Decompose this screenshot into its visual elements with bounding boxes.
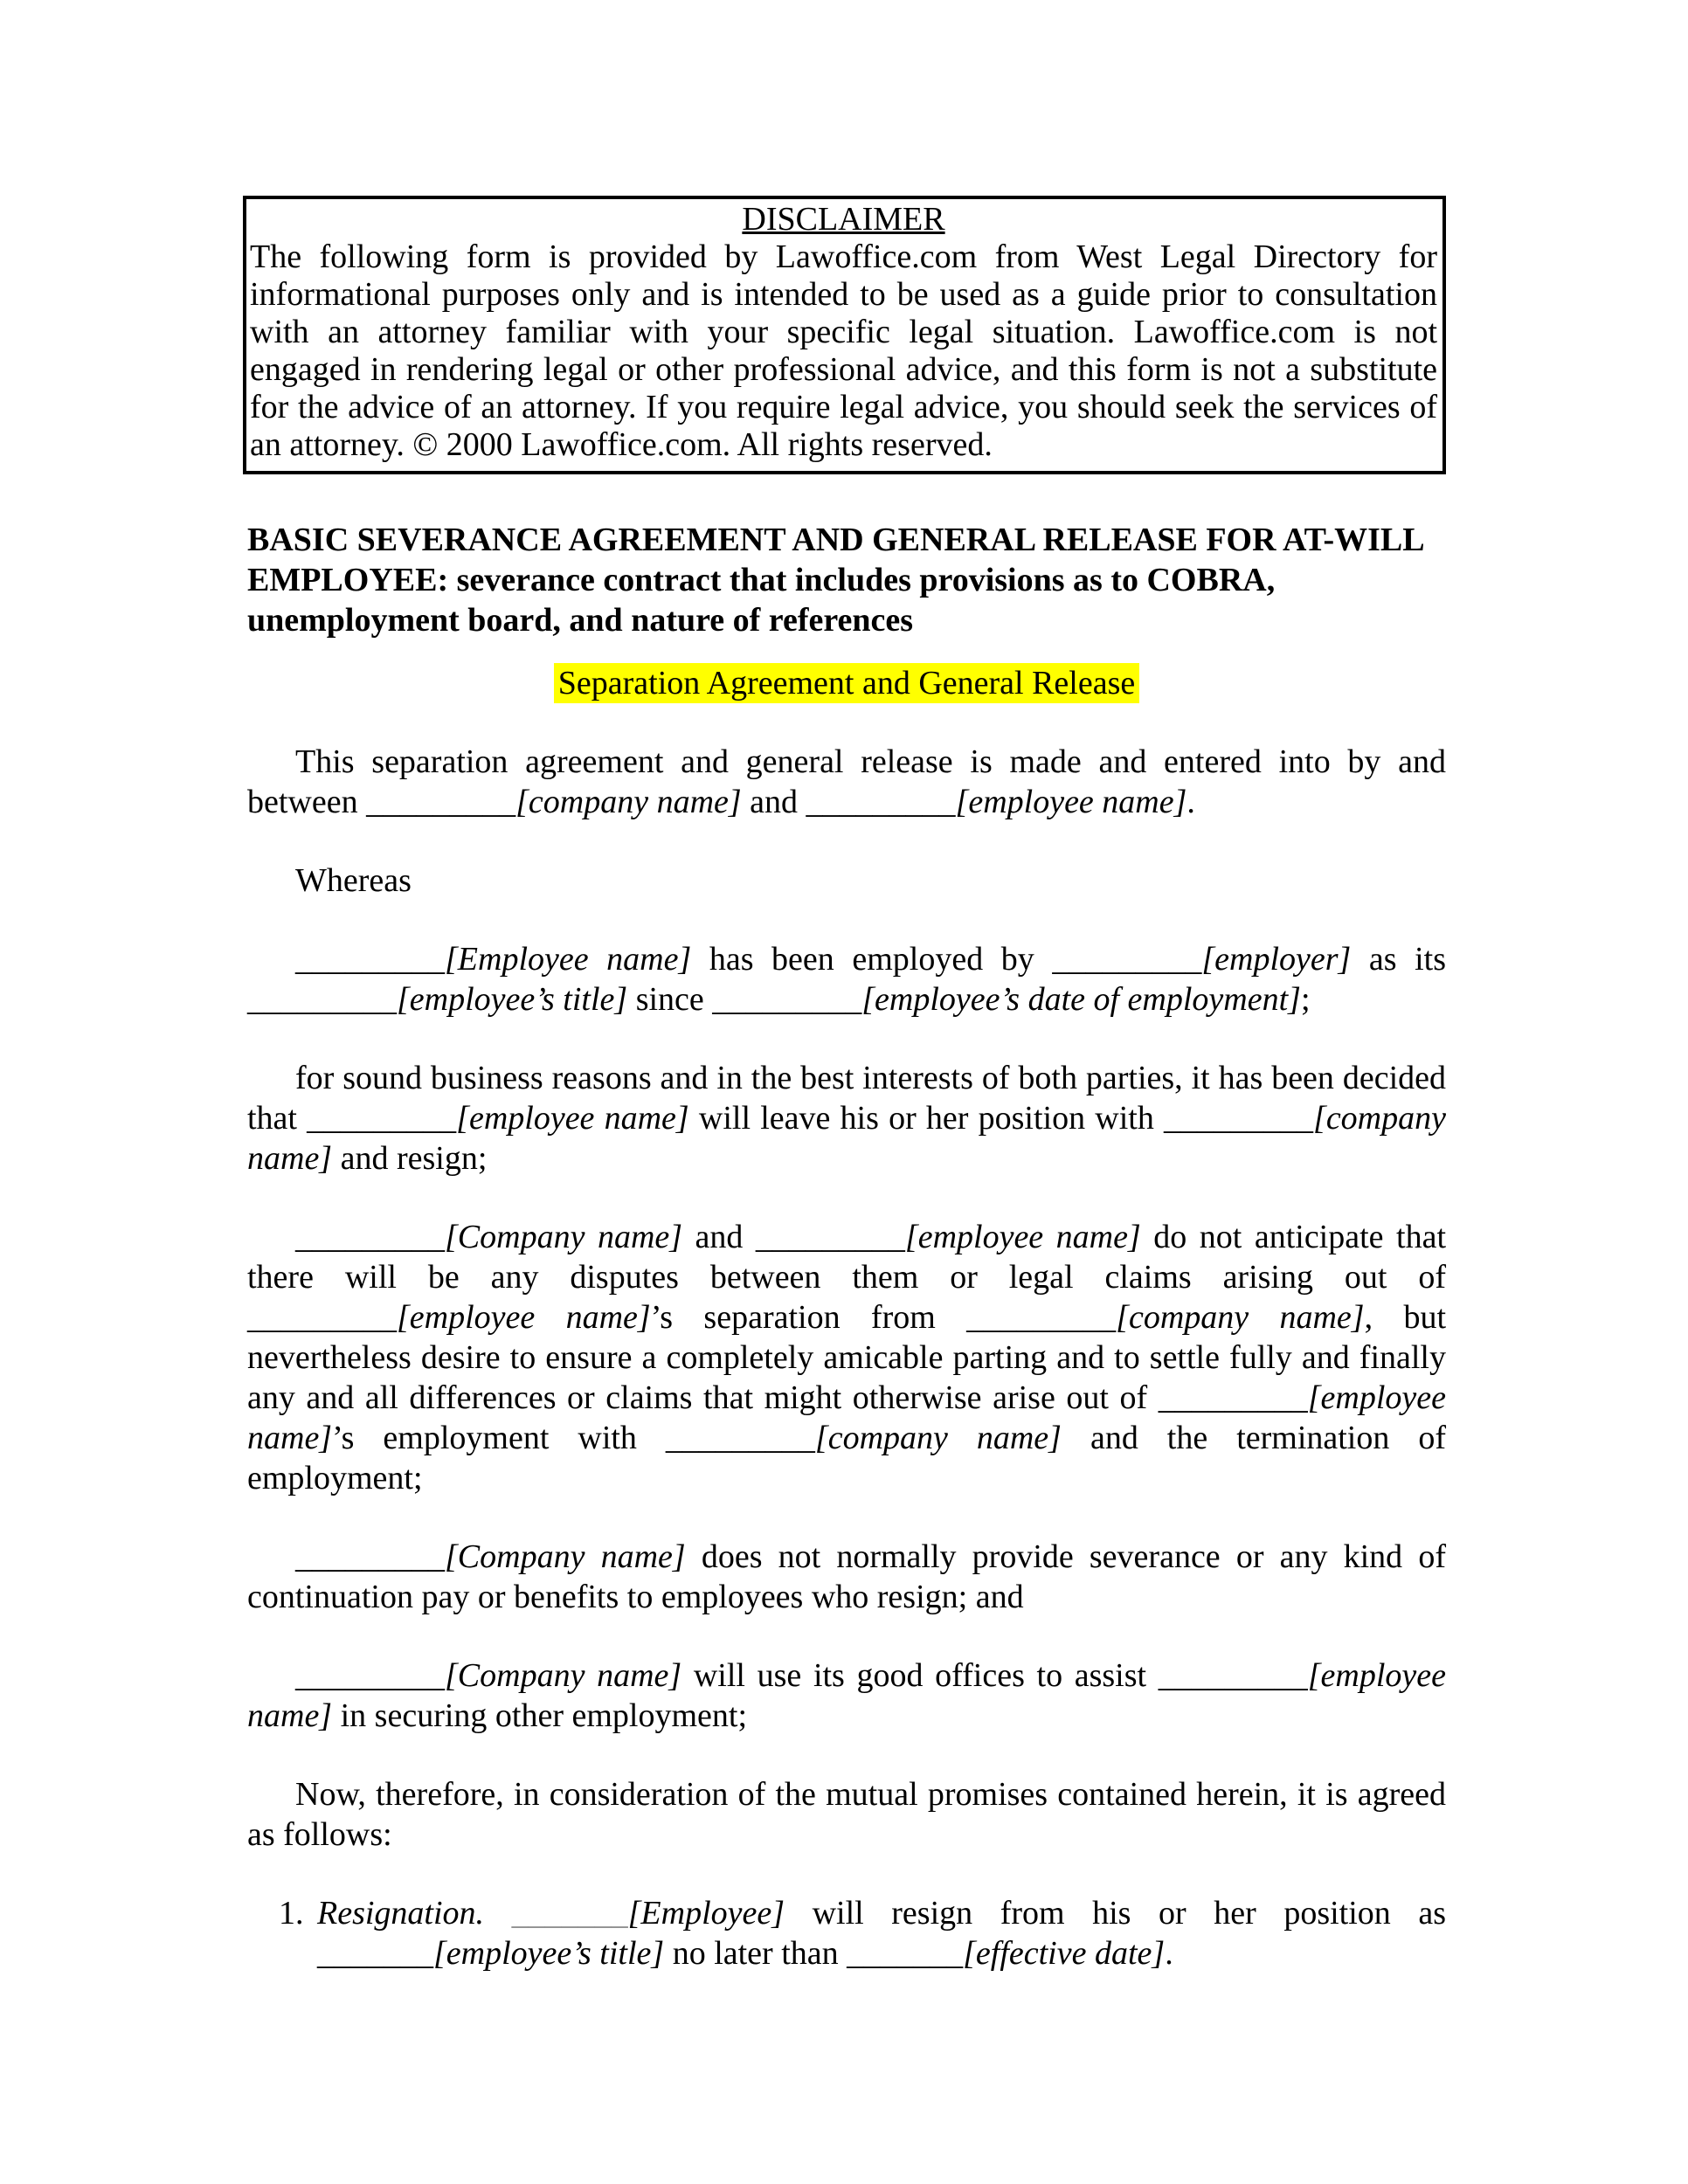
placeholder-text: [employee’s title] [397, 981, 628, 1018]
blank-line: _________ [966, 1299, 1117, 1336]
text-run: ’s employment with [332, 1420, 666, 1456]
text-run: as its [1351, 941, 1447, 978]
placeholder-text: [employee name] [397, 1299, 651, 1336]
text-run: since [627, 981, 713, 1018]
blank-line: _________ [295, 1657, 445, 1694]
disclaimer-body: The following form is provided by Lawoffice.com from West Legal Directory for informational purposes only and is intended to be used as a guide prior to consultation with an attorney familiar with your specific legal situation. Lawoffice.com is not engaged in rendering legal or other professional advice, and this form is not a substitute for the advice of an attorney. If you require legal advice, you should seek the services of an attorney. © 2000 Lawoffice.com. All rights reserved. [250, 238, 1437, 463]
text-run: and resign; [332, 1140, 488, 1177]
blank-line: _______ [847, 1935, 964, 1972]
text-run: Now, therefore, in consideration of the mutual promises contained herein, it is agreed as follows: [247, 1776, 1446, 1853]
paragraph [247, 939, 1446, 1019]
placeholder-text: [employee’s date of employment] [861, 981, 1301, 1018]
text-run: ; [1300, 981, 1311, 1018]
placeholder-text: [Employee name] [445, 941, 692, 978]
placeholder-text: [employee name] [456, 1100, 689, 1137]
paragraph [247, 860, 1446, 901]
blank-line: _________ [366, 784, 516, 820]
paragraph [247, 742, 1446, 822]
text-run: Whereas [295, 862, 412, 899]
blank-line: _________ [806, 784, 956, 820]
text-run: and [741, 784, 806, 820]
blank-line: _________ [1158, 1657, 1308, 1694]
placeholder-text: [employer] [1201, 941, 1352, 978]
blank-line: _________ [295, 1219, 445, 1255]
placeholder-text: [employee name] [955, 784, 1187, 820]
text-run: will resign from his or her position as [785, 1895, 1447, 1932]
paragraph [247, 1058, 1446, 1178]
blank-line: _______ [511, 1895, 628, 1932]
text-run: . [1186, 784, 1195, 820]
blank-line: _________ [665, 1420, 815, 1456]
text-run: This separation agreement and general release is made and entered into by and between [247, 743, 1446, 820]
placeholder-text: [company name] [515, 784, 742, 820]
text-run: no later than [664, 1935, 847, 1972]
placeholder-text: [company name] [1116, 1299, 1365, 1336]
text-run: and [682, 1219, 756, 1255]
placeholder-text: [effective date] [963, 1935, 1166, 1972]
text-run: will use its good offices to assist [681, 1657, 1159, 1694]
blank-line: _________ [247, 981, 397, 1018]
text-run: , but nevertheless desire to ensure a completely amicable parting and to settle fully and finally any and all differences or claims that might otherwise arise out of [247, 1299, 1447, 1416]
blank-line: _________ [295, 941, 445, 978]
text-run: for sound business reasons and in the best interests of both parties, it has been decided that [247, 1060, 1446, 1137]
text-run: has been employed by [691, 941, 1053, 978]
blank-line: _________ [295, 1538, 445, 1575]
text-run: do not anticipate that there will be any disputes between them or legal claims arising out of [247, 1219, 1447, 1296]
document-content [247, 196, 1446, 1973]
blank-line: _________ [1052, 941, 1202, 978]
blank-line: _________ [755, 1219, 905, 1255]
blank-line: _________ [1164, 1100, 1314, 1137]
placeholder-text: [employee name] [247, 1657, 1446, 1734]
text-run: ’s separation from [650, 1299, 967, 1336]
paragraph [247, 1774, 1446, 1855]
subtitle-row [247, 663, 1446, 703]
agreement-body [247, 742, 1446, 1973]
paragraph [247, 1537, 1446, 1617]
subtitle-highlight: Separation Agreement and General Release [554, 663, 1140, 703]
blank-line: _________ [1158, 1379, 1308, 1416]
placeholder-text: [Company name] [445, 1657, 682, 1694]
placeholder-text: [Employee] [627, 1895, 785, 1932]
text-run: and the termination of employment; [247, 1420, 1447, 1496]
list-item [279, 1893, 1447, 1973]
placeholder-text: [employee’s title] [433, 1935, 665, 1972]
text-run: in securing other employment; [332, 1697, 747, 1734]
text-run: will leave his or her position with [688, 1100, 1165, 1137]
text-run [484, 1895, 512, 1932]
placeholder-text: [company name] [247, 1100, 1446, 1177]
disclaimer-box [243, 196, 1446, 474]
text-run: does not normally provide severance or any kind of continuation pay or benefits to employees who resign; and [247, 1538, 1446, 1615]
placeholder-text: [company name] [814, 1420, 1062, 1456]
list-number: 1. [279, 1895, 304, 1932]
placeholder-text: [employee name] [904, 1219, 1141, 1255]
document-heading: BASIC SEVERANCE AGREEMENT AND GENERAL RELEASE FOR AT-WILL EMPLOYEE: severance contract that includes provisions as to COBRA, unemployment board, and nature of references [247, 522, 1423, 639]
blank-line: _________ [712, 981, 862, 1018]
blank-line: _________ [307, 1100, 457, 1137]
disclaimer-title: DISCLAIMER [742, 201, 945, 238]
placeholder-text: Resignation. [317, 1895, 485, 1932]
paragraph [247, 1217, 1446, 1498]
blank-line: _______ [317, 1935, 433, 1972]
placeholder-text: [employee name] [247, 1379, 1446, 1456]
placeholder-text: [Company name] [445, 1538, 686, 1575]
paragraph [247, 1655, 1446, 1736]
placeholder-text: [Company name] [445, 1219, 683, 1255]
text-run: . [1165, 1935, 1173, 1972]
blank-line: _________ [247, 1299, 397, 1336]
